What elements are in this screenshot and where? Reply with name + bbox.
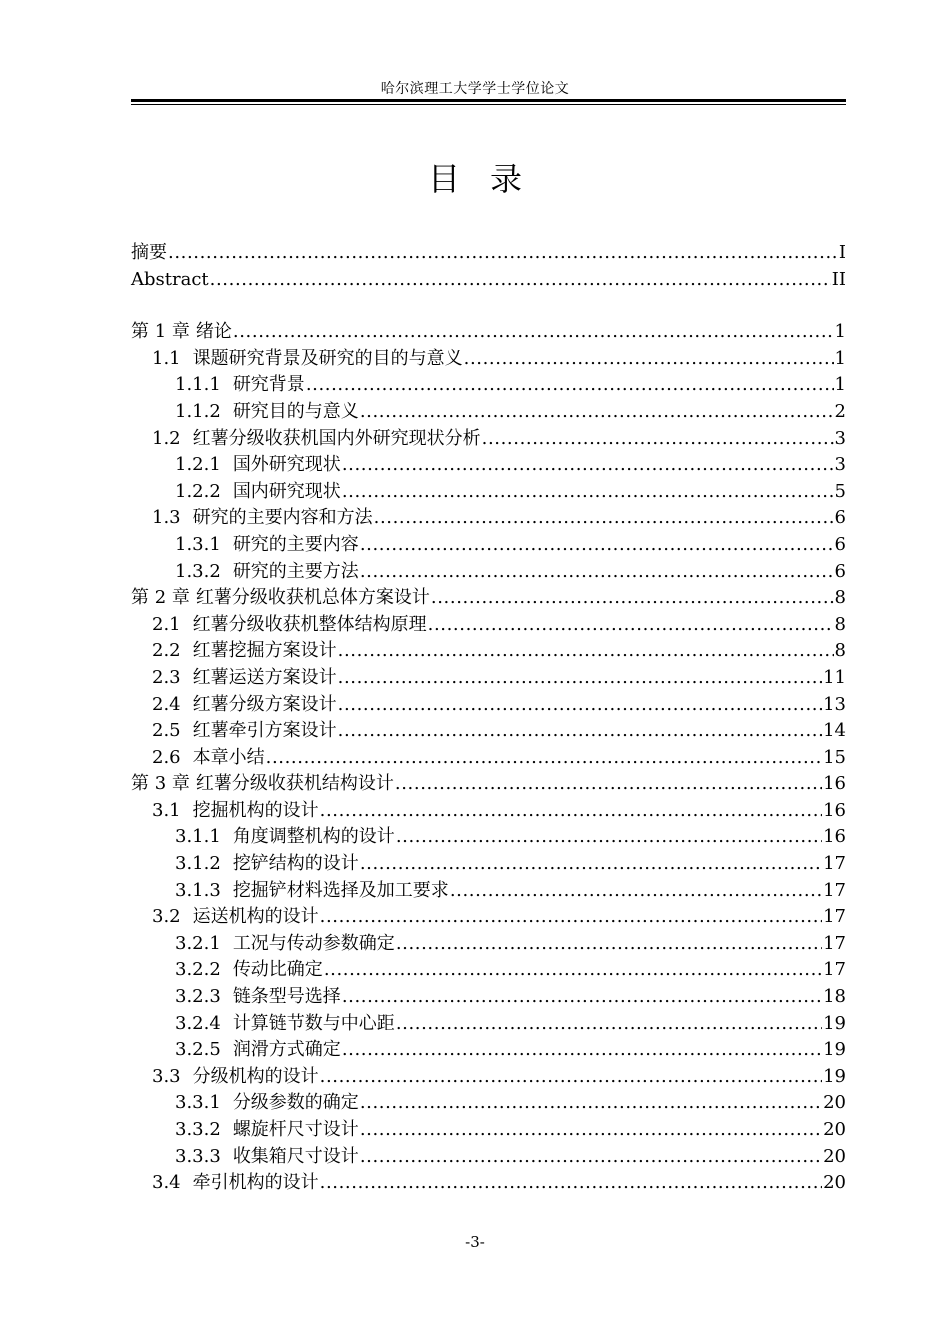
toc-entry-page: 17: [823, 906, 846, 928]
toc-entry-page: 5: [834, 480, 846, 502]
header-rule-thick: [131, 99, 846, 102]
toc-entry-title: 红薯运送方案设计: [192, 666, 337, 688]
toc-entry-label: [152, 904, 319, 931]
toc-entry-front[interactable]: [131, 240, 846, 267]
toc-section-entry[interactable]: [131, 505, 846, 532]
toc-entry-label: [175, 957, 323, 984]
toc-entry-title: 工况与传动参数确定: [232, 932, 395, 954]
toc-entry-number: 第 2 章: [131, 587, 190, 609]
toc-entry-number: 3.1: [152, 799, 181, 821]
toc-entry-page: 8: [834, 640, 846, 662]
toc-subsection-entry[interactable]: [131, 479, 846, 506]
toc-entry-number: 3.2.3: [175, 986, 221, 1008]
toc-entry-title: 红薯分级收获机总体方案设计: [195, 587, 430, 609]
toc-entry-title: 挖掘铲材料选择及加工要求: [232, 879, 449, 901]
toc-entry-label: [152, 798, 319, 825]
toc-subsection-entry[interactable]: [131, 851, 846, 878]
toc-entry-title: 牵引机构的设计: [192, 1172, 319, 1194]
toc-entry-number: 2.2: [152, 640, 181, 662]
toc-chapter-entry[interactable]: [131, 585, 846, 612]
toc-section-entry[interactable]: [131, 692, 846, 719]
toc-entry-page: 3: [834, 427, 846, 449]
toc-entry-title: 角度调整机构的设计: [232, 826, 395, 848]
toc-entry-title: 计算链节数与中心距: [232, 1012, 395, 1034]
toc-entry-page: 19: [823, 1012, 846, 1034]
toc-entry-number: 3.3.1: [175, 1092, 221, 1114]
toc-leader-dots: [266, 745, 822, 772]
toc-entry-page: 3: [834, 454, 846, 476]
header-rule-thin: [131, 104, 846, 105]
toc-entry-label: [175, 479, 341, 506]
toc-entry-number: 1.1.1: [175, 374, 221, 396]
toc-entry-page: 17: [823, 879, 846, 901]
toc-entry-number: 2.5: [152, 720, 181, 742]
toc-entry-label: [175, 399, 359, 426]
toc-entry-label: [131, 771, 394, 798]
toc-entry-page: 20: [823, 1145, 846, 1167]
toc-entry-title: 国内研究现状: [232, 480, 341, 502]
toc-entry-page: 8: [834, 587, 846, 609]
toc-leader-dots: [374, 505, 834, 532]
toc-entry-title: 研究的主要内容: [232, 533, 359, 555]
toc-entry-label: 摘要: [131, 242, 167, 263]
toc-entry-number: 3.2.1: [175, 932, 221, 954]
toc-entry-title: 运送机构的设计: [192, 906, 319, 928]
toc-entry-number: 3.2.4: [175, 1012, 221, 1034]
toc-entry-page: 17: [823, 932, 846, 954]
toc-entry-page: 18: [823, 986, 846, 1008]
toc-entry-number: 2.1: [152, 613, 181, 635]
toc-entry-number: 1.2: [152, 427, 181, 449]
toc-entry-label: [152, 745, 265, 772]
toc-leader-dots: [360, 532, 834, 559]
toc-section-entry[interactable]: [131, 346, 846, 373]
toc-entry-page: 20: [823, 1172, 846, 1194]
toc-entry-number: 2.3: [152, 666, 181, 688]
toc-entry-title: 研究目的与意义: [232, 400, 359, 422]
toc-entry-number: 1.2.1: [175, 454, 221, 476]
toc-entry-title: 研究的主要方法: [232, 560, 359, 582]
toc-entry-label: [175, 878, 449, 905]
toc-entry-label: [175, 372, 305, 399]
toc-subsection-entry[interactable]: [131, 1037, 846, 1064]
toc-entry-page: 11: [823, 666, 846, 688]
toc-entry-page: 1: [834, 347, 846, 369]
toc-entry-title: 传动比确定: [232, 959, 323, 981]
toc-entry-number: 3.2.2: [175, 959, 221, 981]
toc-leader-dots: [395, 771, 822, 798]
toc-entry-label: [152, 692, 337, 719]
toc-entry-number: 3.1.1: [175, 826, 221, 848]
toc-subsection-entry[interactable]: [131, 1144, 846, 1171]
toc-section-entry[interactable]: [131, 745, 846, 772]
toc-entry-number: 3.3: [152, 1065, 181, 1087]
toc-subsection-entry[interactable]: [131, 452, 846, 479]
toc-entry-title: 红薯挖掘方案设计: [192, 640, 337, 662]
toc-entry-page: I: [838, 242, 846, 263]
toc-entry-label: [175, 559, 359, 586]
toc-entry-page: 1: [834, 374, 846, 396]
toc-entry-number: 3.1.3: [175, 879, 221, 901]
toc-entry-number: 第 1 章: [131, 321, 190, 343]
toc-entry-page: 15: [823, 746, 846, 768]
toc-entry-label: [175, 1117, 359, 1144]
toc-entry-label: [152, 426, 481, 453]
toc-leader-dots: [464, 346, 834, 373]
toc-entry-label: [152, 1170, 319, 1197]
toc-entry-label: [152, 665, 337, 692]
toc-entry-title: 研究的主要内容和方法: [192, 507, 373, 529]
toc-entry-page: II: [831, 268, 846, 290]
toc-spacer: [131, 293, 846, 319]
toc-entry-page: 19: [823, 1065, 846, 1087]
toc-entry-title: 螺旋杆尺寸设计: [232, 1119, 359, 1140]
toc-leader-dots: [338, 692, 822, 719]
toc-entry-page: 20: [823, 1092, 846, 1114]
toc-entry-label: [152, 612, 427, 639]
toc-section-entry[interactable]: [131, 426, 846, 453]
toc-leader-dots: [324, 957, 822, 984]
toc-section-entry[interactable]: [131, 665, 846, 692]
toc-entry-page: 8: [834, 613, 846, 635]
toc-leader-dots: [320, 798, 822, 825]
toc-entry-label: [152, 638, 337, 665]
toc-leader-dots: [396, 931, 822, 958]
toc-leader-dots: [360, 851, 822, 878]
toc-entry-page: 14: [823, 720, 846, 742]
toc-entry-number: 3.2: [152, 906, 181, 928]
toc-entry-page: 6: [834, 507, 846, 529]
toc-entry-label: [175, 452, 341, 479]
page-number: -3-: [465, 1233, 485, 1251]
toc-leader-dots: [342, 479, 834, 506]
toc-entry-label: [175, 1011, 395, 1038]
toc-entry-label: [152, 346, 463, 373]
toc-entry-page: 2: [834, 400, 846, 422]
toc-section-entry[interactable]: [131, 612, 846, 639]
toc-subsection-entry[interactable]: [131, 372, 846, 399]
toc-entry-title: 红薯分级收获机整体结构原理: [192, 613, 427, 635]
toc-entry-number: 3.3.2: [175, 1119, 221, 1140]
toc-subsection-entry[interactable]: [131, 1117, 846, 1144]
toc-chapter-list: [131, 319, 846, 1197]
toc-entry-number: 3.3.3: [175, 1145, 221, 1167]
toc-leader-dots: [482, 426, 834, 453]
toc-entry-label: [175, 1037, 341, 1064]
toc-entry-label: [175, 1144, 359, 1171]
toc-entry-label: [131, 585, 430, 612]
toc-entry-page: 17: [823, 853, 846, 875]
toc-entry-page: 16: [823, 773, 846, 795]
toc-leader-dots: [360, 559, 834, 586]
toc-section-entry[interactable]: [131, 718, 846, 745]
toc-section-entry[interactable]: [131, 638, 846, 665]
toc-entry-label: [175, 984, 341, 1011]
toc-entry-page: 13: [823, 693, 846, 715]
toc-entry-page: 6: [834, 560, 846, 582]
toc-entry-number: 1.1.2: [175, 400, 221, 422]
toc-leader-dots: [233, 319, 834, 346]
toc-leader-dots: [320, 1170, 822, 1197]
toc-entry-title: 润滑方式确定: [232, 1039, 341, 1061]
toc-entry-number: 2.6: [152, 746, 181, 768]
toc-leader-dots: [338, 638, 834, 665]
toc-entry-title: 分级机构的设计: [192, 1065, 319, 1087]
toc-leader-dots: [342, 984, 822, 1011]
toc-section-entry[interactable]: [131, 904, 846, 931]
toc-leader-dots: [338, 718, 822, 745]
toc-leader-dots: [431, 585, 834, 612]
table-of-contents: [131, 240, 846, 1197]
toc-leader-dots: [360, 1117, 822, 1144]
toc-entry-number: 3.4: [152, 1172, 181, 1194]
toc-chapter-entry[interactable]: [131, 771, 846, 798]
toc-entry-number: 1.2.2: [175, 480, 221, 502]
toc-subsection-entry[interactable]: [131, 984, 846, 1011]
toc-entry-label: [152, 505, 373, 532]
toc-entry-page: 20: [823, 1119, 846, 1140]
toc-leader-dots: [396, 1011, 822, 1038]
toc-entry-number: 3.2.5: [175, 1039, 221, 1061]
toc-section-entry[interactable]: [131, 1170, 846, 1197]
toc-entry-number: 1.3.1: [175, 533, 221, 555]
toc-subsection-entry[interactable]: [131, 1090, 846, 1117]
toc-entry-label: [175, 931, 395, 958]
toc-entry-title: 链条型号选择: [232, 986, 341, 1008]
toc-entry-number: 1.1: [152, 347, 181, 369]
toc-entry-label: [175, 824, 395, 851]
toc-subsection-entry[interactable]: [131, 399, 846, 426]
toc-leader-dots: [168, 240, 838, 267]
toc-entry-page: 19: [823, 1039, 846, 1061]
toc-leader-dots: [210, 267, 831, 294]
toc-entry-title: 国外研究现状: [232, 454, 341, 476]
toc-entry-label: Abstract: [131, 268, 209, 290]
toc-leader-dots: [342, 1037, 822, 1064]
toc-entry-number: 1.3.2: [175, 560, 221, 582]
toc-leader-dots: [338, 665, 822, 692]
toc-entry-label: [175, 851, 359, 878]
toc-entry-label: [152, 718, 337, 745]
toc-entry-page: 16: [823, 826, 846, 848]
toc-entry-front[interactable]: [131, 267, 846, 294]
toc-title: 目录: [427, 160, 552, 198]
toc-entry-title: 收集箱尺寸设计: [232, 1145, 359, 1167]
toc-leader-dots: [360, 1090, 822, 1117]
toc-entry-title: 课题研究背景及研究的目的与意义: [192, 347, 463, 369]
toc-subsection-entry[interactable]: [131, 957, 846, 984]
toc-entry-title: 分级参数的确定: [232, 1092, 359, 1114]
toc-entry-title: 研究背景: [232, 374, 305, 396]
toc-subsection-entry[interactable]: [131, 931, 846, 958]
toc-entry-number: 3.1.2: [175, 853, 221, 875]
toc-entry-label: [175, 1090, 359, 1117]
toc-section-entry[interactable]: [131, 1064, 846, 1091]
toc-entry-title: 本章小结: [192, 746, 265, 768]
toc-entry-page: 17: [823, 959, 846, 981]
toc-entry-label: [175, 532, 359, 559]
toc-entry-label: [152, 1064, 319, 1091]
toc-entry-title: 挖掘机构的设计: [192, 799, 319, 821]
toc-leader-dots: [450, 878, 822, 905]
toc-entry-title: 绪论: [195, 321, 232, 343]
toc-entry-page: 16: [823, 799, 846, 821]
toc-subsection-entry[interactable]: [131, 878, 846, 905]
toc-entry-title: 红薯牵引方案设计: [192, 720, 337, 742]
toc-leader-dots: [342, 452, 834, 479]
toc-leader-dots: [320, 1064, 822, 1091]
toc-entry-number: 第 3 章: [131, 773, 190, 795]
toc-entry-label: [131, 319, 232, 346]
toc-leader-dots: [396, 824, 822, 851]
toc-entry-title: 红薯分级收获机结构设计: [195, 773, 394, 795]
toc-subsection-entry[interactable]: [131, 1011, 846, 1038]
toc-entry-title: 红薯分级方案设计: [192, 693, 337, 715]
toc-entry-title: 挖铲结构的设计: [232, 853, 359, 875]
toc-subsection-entry[interactable]: [131, 824, 846, 851]
toc-leader-dots: [306, 372, 834, 399]
toc-chapter-entry[interactable]: [131, 319, 846, 346]
running-header: 哈尔滨理工大学学士学位论文: [380, 81, 570, 97]
toc-leader-dots: [360, 1144, 822, 1171]
toc-entry-number: 2.4: [152, 693, 181, 715]
toc-entry-title: 红薯分级收获机国内外研究现状分析: [192, 427, 481, 449]
toc-entry-page: 1: [834, 321, 846, 343]
toc-leader-dots: [320, 904, 822, 931]
toc-entry-page: 6: [834, 533, 846, 555]
toc-subsection-entry[interactable]: [131, 532, 846, 559]
toc-leader-dots: [360, 399, 834, 426]
toc-subsection-entry[interactable]: [131, 559, 846, 586]
toc-entry-number: 1.3: [152, 507, 181, 529]
toc-section-entry[interactable]: [131, 798, 846, 825]
toc-leader-dots: [428, 612, 834, 639]
